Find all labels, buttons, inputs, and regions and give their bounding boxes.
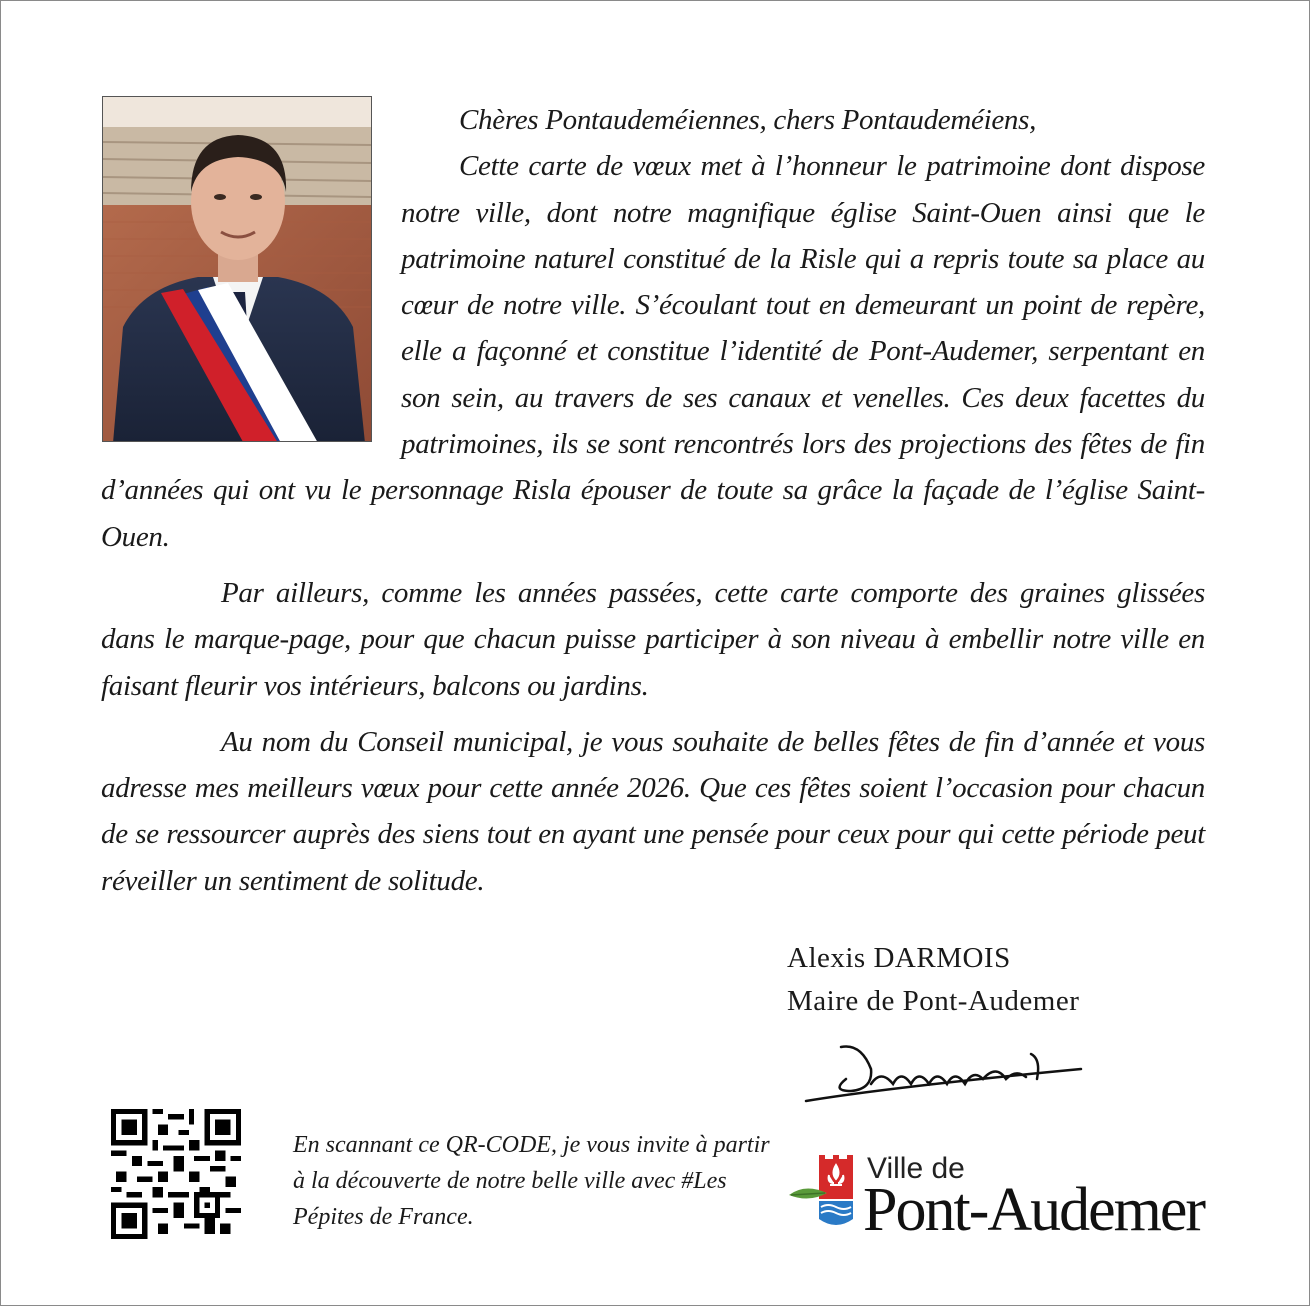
paragraph-heritage: Cette carte de vœux met à l’honneur le patrimoine dont dispose notre ville, dont notre magnifique église Saint-Ouen ainsi que le patrimoine naturel constitué de la Risle qui a repris toute sa place au cœur de notre ville. S’écoulant tout en demeurant un point de repère, elle a façonné et constitue l’identité de Pont-Audemer, serpentant en son sein, au travers de ses canaux et venelles. Ces deux facettes du patrimoines, ils se sont rencontrés lors des projections des fêtes de fin d’années qui ont vu le personnage Risla épouser de toute sa grâce la façade de l’église Saint-Ouen.	[101, 150, 1205, 553]
logo-ville-de: Ville de	[867, 1152, 965, 1185]
coat-of-arms-icon	[787, 1155, 857, 1229]
logo-town-name: Pont-Audemer	[863, 1176, 1205, 1244]
signatory-name: Alexis DARMOIS	[787, 942, 1011, 974]
qr-code[interactable]	[111, 1109, 241, 1239]
signatory-block	[787, 937, 1079, 1023]
handwritten-signature	[801, 1039, 1091, 1109]
qr-invitation-text: En scannant ce QR-CODE, je vous invite à partir à la découverte de notre belle ville avec #Les Pépites de France.	[293, 1132, 770, 1230]
photo-spacer	[101, 97, 401, 457]
paragraph-seeds: Par ailleurs, comme les années passées, cette carte comporte des graines glissées dans le marque-page, pour que chacun puisse participer à son niveau à embellir notre ville en faisant fleurir vos intérieurs, balcons ou jardins.	[101, 576, 1205, 702]
town-logo	[787, 1151, 1217, 1247]
salutation: Chères Pontaudeméiennes, chers Pontaudeméiens,	[459, 104, 1037, 136]
paragraph-wishes: Au nom du Conseil municipal, je vous souhaite de belles fêtes de fin d’année et vous adresse mes meilleurs vœux pour cette année 2026. Que ces fêtes soient l’occasion pour chacun de se ressourcer auprès des siens tout en ayant une pensée pour ceux pour qui cette période peut réveiller un sentiment de solitude.	[101, 725, 1205, 897]
signatory-title: Maire de Pont-Audemer	[787, 985, 1080, 1017]
letter-body	[101, 97, 1205, 904]
